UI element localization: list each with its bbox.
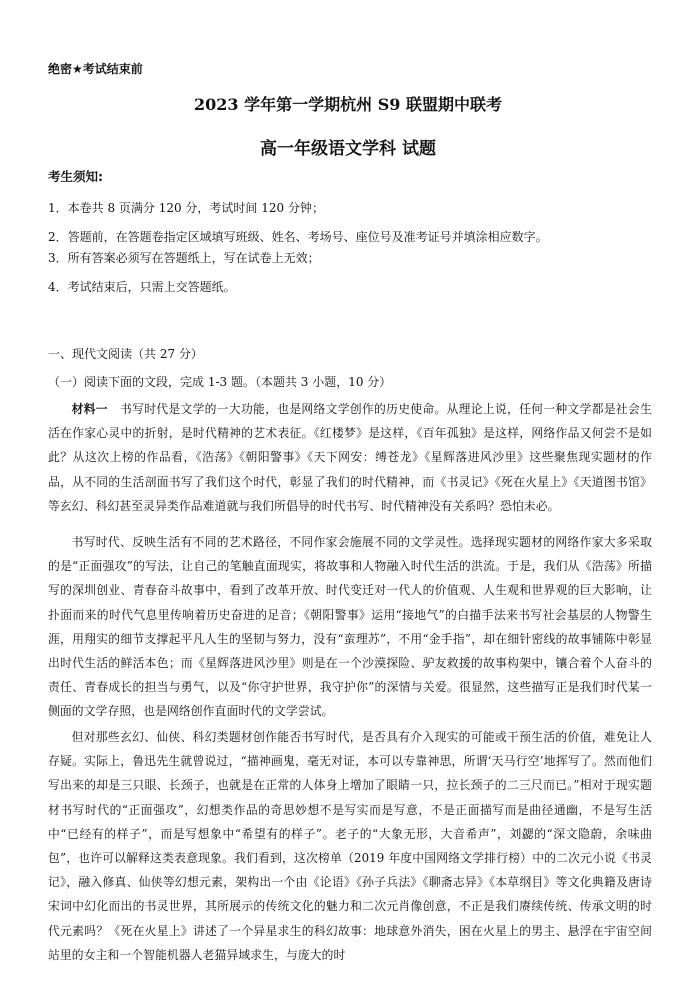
notice-item: 4．考试结束后，只需上交答题纸。 [48, 280, 236, 294]
subject-title: 高一年级语文学科 试题 [260, 139, 436, 159]
section-heading: 一、现代文阅读（共 27 分） [48, 347, 203, 361]
exam-title: 2023 学年第一学期杭州 S9 联盟期中联考 [194, 95, 502, 114]
notice-heading: 考生须知: [48, 169, 103, 184]
confidential-mark: 绝密★考试结束前 [48, 62, 143, 76]
section-sub-heading: （一）阅读下面的文段，完成 1-3 题。（本题共 3 小题，10 分） [48, 375, 392, 389]
article-paragraph [48, 397, 652, 518]
notice-item: 2．答题前，在答题卷指定区域填写班级、姓名、考场号、座位号及准考证号并填涂相应数字。 [48, 230, 548, 244]
paragraph-text: 但对那些玄幻、仙侠、科幻类题材创作能否书写时代，是否具有介入现实的可能或干预生活的价值，难免让人存疑。实际上，鲁迅先生就曾说过，“描神画鬼，毫无对证，本可以专靠神思，所谓‘天马行空’地挥写了。然而他们写出来的却是三只眼、长颈子，也就是在正常的人体身上增加了眼睛一只，拉长颈子的二三尺而已。”相对于现实题材书写时代的“正面强攻”，幻想类作品的奇思妙想不是写实而是写意，不是正面描写而是曲径通幽，不是写生活中“已经有的样子”，而是写想象中“希望有的样子”。老子的“大象无形，大音希声”，刘勰的“深文隐蔚，余味曲包”，也许可以解释这类表意现象。我们看到，这次榜单（2019 年度中国网络文学排行榜）中的二次元小说《书灵记》，融入修真、仙侠等幻想元素，架构出一个由《论语》《孙子兵法》《聊斋志异》《本草纲目》等文化典籍及唐诗宋词中幻化而出的书灵世界，其所展示的传统文化的魅力和二次元肖像创意，不正是我们赓续传统、传承文明的时代元素吗？《死在火星上》讲述了一个异星求生的科幻故事：地球意外消失，困在火星上的男主、悬浮在宇宙空间站里的女主和一个智能机器人老猫异域求生，与庞大的时 [48, 730, 652, 962]
notice-item: 1．本卷共 8 页满分 120 分，考试时间 120 分钟； [48, 201, 324, 215]
article-paragraph [48, 530, 652, 724]
paragraph-text: 书写时代、反映生活有不同的艺术路径，不同作家会施展不同的文学灵性。选择现实题材的网络作家大多采取的是“正面强攻”的写法，让自己的笔触直面现实，将故事和人物融入时代生活的洪流。于是，我们从《浩荡》所描写的深圳创业、青春奋斗故事中，看到了改革开放、时代变迁对一代人的价值观、人生观和世界观的巨大影响，让扑面而来的时代气息里传响着历史奋进的足音；《朝阳警事》运用“接地气”的白描手法来书写社会基层的人物警生涯，用翔实的细节支撑起平凡人生的坚韧与努力，没有“蛮理苏”，不用“金手指”，却在细针密线的故事铺陈中彰显出时代生活的鲜活本色；而《星辉落进风沙里》则是在一个沙漠探险、驴友救援的故事构架中，镶合着个人奋斗的责任、青春成长的担当与勇气，以及“你守护世界，我守护你”的深情与关爱。很显然，这些描写正是我们时代某一侧面的文学存照，也是网络创作直面时代的文学尝试。 [48, 535, 652, 719]
article-paragraph [48, 725, 652, 967]
material-label: 材料一 [71, 402, 108, 416]
notice-item: 3．所有答案必须写在答题纸上，写在试卷上无效； [48, 251, 320, 265]
paragraph-text: 书写时代是文学的一大功能，也是网络文学创作的历史使命。从理论上说，任何一种文学都是社会生活在作家心灵中的折射，是时代精神的艺术表征。《红楼梦》是这样，《百年孤独》是这样，网络作品又何尝不是如此？从这次上榜的作品看，《浩荡》《朝阳警事》《天下网安：缚苍龙》《星辉落进风沙里》这些聚焦现实题材的作品，从不同的生活剖面书写了我们这个时代，彰显了我们的时代精神，而《书灵记》《死在火星上》《天道图书馆》等玄幻、科幻甚至灵异类作品难道就与我们所倡导的时代书写、时代精神没有关系吗？恐怕未必。 [48, 402, 652, 513]
